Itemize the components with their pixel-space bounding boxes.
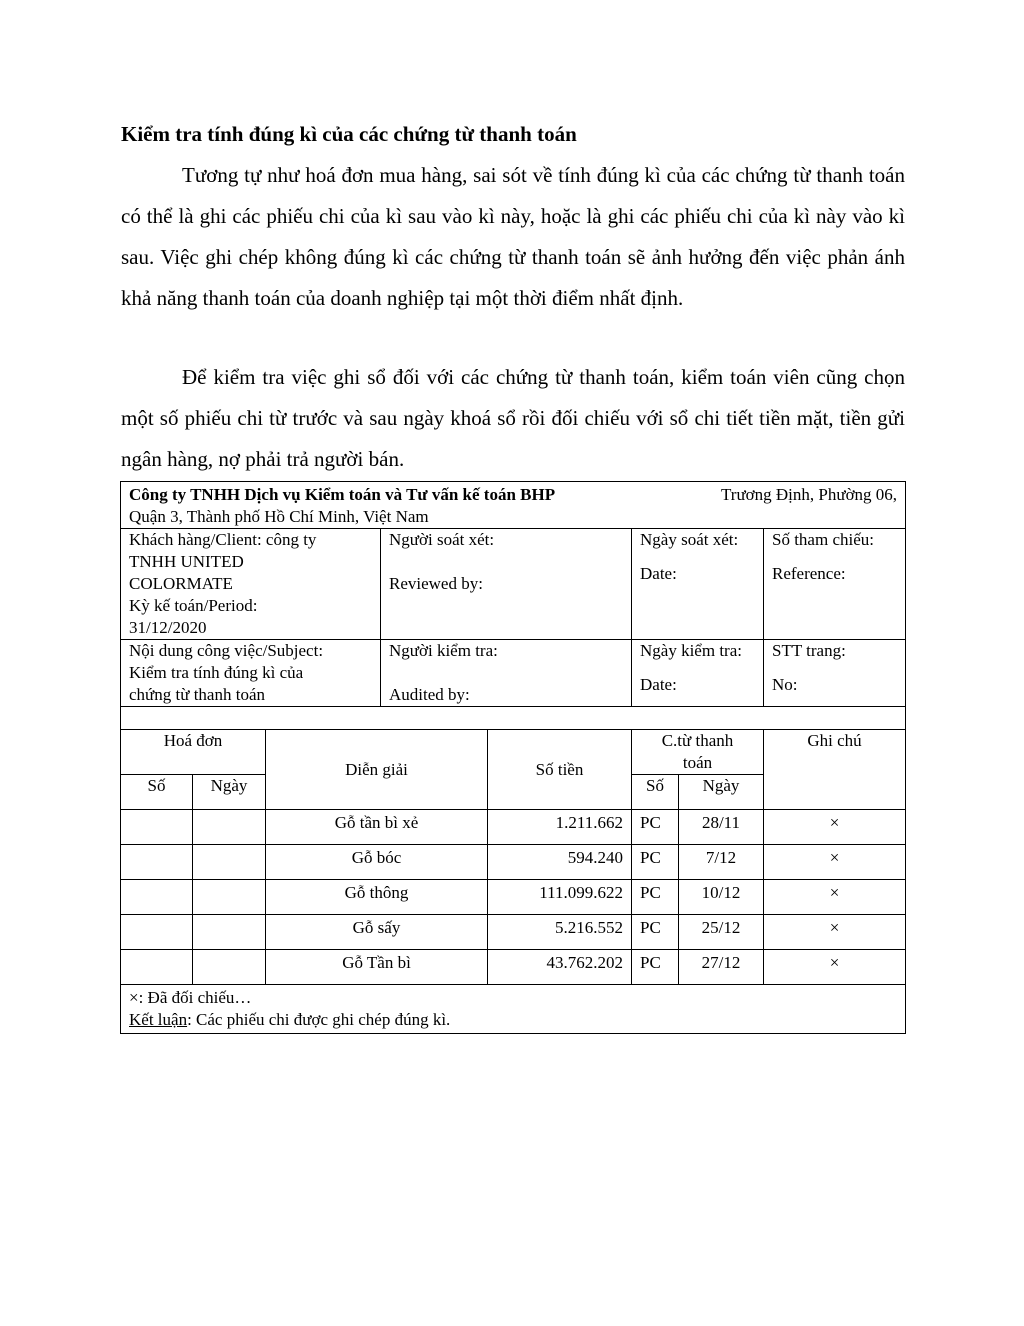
- col-payment-doc-line2: toán: [682, 753, 713, 772]
- table-row: [121, 880, 906, 915]
- reference-cell: [764, 529, 906, 640]
- period-value: 31/12/2020: [129, 618, 207, 637]
- col-invoice-header: Hoá đơn: [121, 730, 266, 775]
- payment-date-cell: 7/12: [679, 845, 764, 880]
- reviewer-cell: [381, 529, 632, 640]
- payment-doc-cell: PC: [632, 810, 679, 845]
- note-cell: ×: [764, 915, 906, 950]
- invoice-no-cell: [121, 810, 193, 845]
- amount-cell: 43.762.202: [488, 950, 632, 985]
- amount-cell: 1.211.662: [488, 810, 632, 845]
- note-cell: ×: [764, 810, 906, 845]
- client-info-row: [121, 529, 906, 640]
- description-cell: Gỗ Tần bì: [266, 950, 488, 985]
- reference-label-en: Reference:: [772, 564, 846, 583]
- page-no-label: STT trang:: [772, 641, 846, 660]
- auditor-label: Người kiểm tra:: [389, 641, 498, 660]
- note-cell: ×: [764, 880, 906, 915]
- reviewer-label-en: Reviewed by:: [389, 574, 483, 593]
- invoice-no-cell: [121, 880, 193, 915]
- invoice-date-cell: [193, 810, 266, 845]
- review-date-cell: [632, 529, 764, 640]
- audit-worksheet-table: [120, 481, 906, 1034]
- subject-cell: [121, 640, 381, 707]
- auditor-label-en: Audited by:: [389, 685, 470, 704]
- paragraph-1: Tương tự như hoá đơn mua hàng, sai sót về tính đúng kì của các chứng từ thanh toán có thể là ghi các phiếu chi của kì sau vào kì này, hoặc là ghi các phiếu chi của kì này vào kì sau. Việc ghi chép không đúng kì các chứng từ thanh toán sẽ ảnh hưởng đến việc phản ánh khả năng thanh toán của doanh nghiệp tại một thời điểm nhất định.: [121, 163, 905, 310]
- payment-doc-cell: PC: [632, 950, 679, 985]
- reviewer-label: Người soát xét:: [389, 530, 495, 549]
- col-payment-date-header: Ngày: [679, 775, 764, 810]
- payment-date-cell: 27/12: [679, 950, 764, 985]
- section-heading: Kiểm tra tính đúng kì của các chứng từ thanh toán: [121, 122, 577, 146]
- subject-label: Nội dung công việc/Subject:: [129, 641, 324, 660]
- company-name: Công ty TNHH Dịch vụ Kiểm toán và Tư vấn kế toán BHP: [129, 485, 556, 504]
- company-address-part2: Quận 3, Thành phố Hồ Chí Minh, Việt Nam: [129, 507, 429, 526]
- page-no-cell: [764, 640, 906, 707]
- note-cell: ×: [764, 950, 906, 985]
- subject-line-2: chứng từ thanh toán: [129, 685, 265, 704]
- table-row: [121, 810, 906, 845]
- col-amount-header: Số tiền: [488, 730, 632, 810]
- footer-row: [121, 985, 906, 1034]
- paragraph-2: Để kiểm tra việc ghi sổ đối với các chứng từ thanh toán, kiểm toán viên cũng chọn một số phiếu chi từ trước và sau ngày khoá sổ rồi đối chiếu với sổ chi tiết tiền mặt, tiền gửi ngân hàng, nợ phải trả người bán.: [121, 365, 905, 471]
- company-header-cell: [121, 482, 906, 529]
- subject-info-row: [121, 640, 906, 707]
- description-cell: Gỗ sấy: [266, 915, 488, 950]
- invoice-date-cell: [193, 950, 266, 985]
- company-header-row: [121, 482, 906, 529]
- col-description-header: Diễn giải: [266, 730, 488, 810]
- col-invoice-no-header: Số: [121, 775, 193, 810]
- payment-date-cell: 25/12: [679, 915, 764, 950]
- spacer-row: [121, 707, 906, 730]
- description-cell: Gỗ bóc: [266, 845, 488, 880]
- footer-cell: [121, 985, 906, 1034]
- spacer-cell: [121, 707, 906, 730]
- conclusion-text: : Các phiếu chi được ghi chép đúng kì.: [187, 1010, 451, 1029]
- description-cell: Gỗ tần bì xẻ: [266, 810, 488, 845]
- period-label: Kỳ kế toán/Period:: [129, 596, 258, 615]
- auditor-cell: [381, 640, 632, 707]
- invoice-no-cell: [121, 845, 193, 880]
- col-note-header: Ghi chú: [764, 730, 906, 810]
- payment-doc-cell: PC: [632, 915, 679, 950]
- invoice-no-cell: [121, 915, 193, 950]
- amount-cell: 594.240: [488, 845, 632, 880]
- client-line-3: COLORMATE: [129, 574, 233, 593]
- amount-cell: 111.099.622: [488, 880, 632, 915]
- conclusion-label: Kết luận: [129, 1010, 188, 1029]
- audit-date-cell: [632, 640, 764, 707]
- table-row: [121, 915, 906, 950]
- client-cell: [121, 529, 381, 640]
- description-cell: Gỗ thông: [266, 880, 488, 915]
- payment-doc-cell: PC: [632, 880, 679, 915]
- col-invoice-date-header: Ngày: [193, 775, 266, 810]
- review-date-label-en: Date:: [640, 564, 677, 583]
- col-payment-doc-header: [632, 730, 764, 775]
- invoice-no-cell: [121, 950, 193, 985]
- table-row: [121, 950, 906, 985]
- client-line-2: TNHH UNITED: [129, 552, 244, 571]
- reference-label: Số tham chiếu:: [772, 530, 874, 549]
- column-header-row-1: [121, 730, 906, 775]
- invoice-date-cell: [193, 880, 266, 915]
- col-payment-no-header: Số: [632, 775, 679, 810]
- note-cell: ×: [764, 845, 906, 880]
- audit-date-label: Ngày kiểm tra:: [640, 641, 742, 660]
- legend-text: ×: Đã đối chiếu…: [129, 988, 252, 1007]
- table-row: [121, 845, 906, 880]
- invoice-date-cell: [193, 915, 266, 950]
- payment-date-cell: 10/12: [679, 880, 764, 915]
- payment-date-cell: 28/11: [679, 810, 764, 845]
- invoice-date-cell: [193, 845, 266, 880]
- col-payment-doc-line1: C.từ thanh: [661, 731, 734, 750]
- audit-date-label-en: Date:: [640, 675, 677, 694]
- client-line-1: Khách hàng/Client: công ty: [129, 530, 317, 549]
- page-no-label-en: No:: [772, 675, 798, 694]
- company-address-part1: Trương Định, Phường 06,: [721, 485, 898, 504]
- review-date-label: Ngày soát xét:: [640, 530, 739, 549]
- payment-doc-cell: PC: [632, 845, 679, 880]
- amount-cell: 5.216.552: [488, 915, 632, 950]
- subject-line-1: Kiểm tra tính đúng kì của: [129, 663, 304, 682]
